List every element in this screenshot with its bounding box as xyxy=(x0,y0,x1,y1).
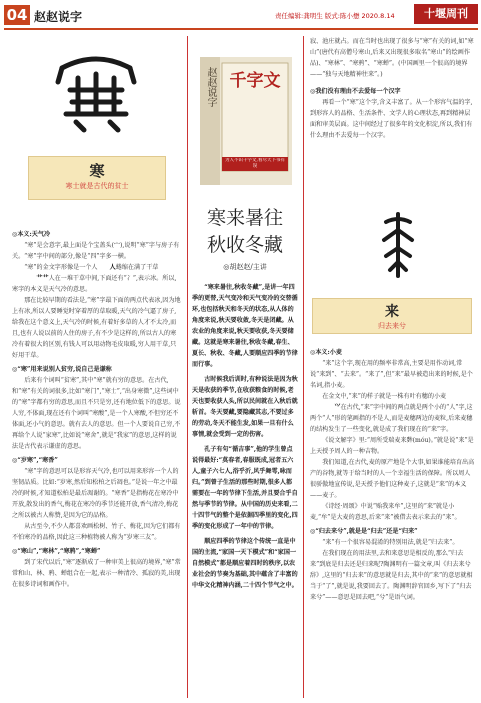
header-rule xyxy=(4,28,478,30)
book-cover-title: 千字文 xyxy=(229,71,281,91)
paragraph: 《诗经·周颂》中说“贻我来牟”,这里的“来”就是小麦,“牟”是大麦的意思,后来“来”被借去表示来去的“来”。 xyxy=(310,503,461,521)
paragraph: 古时候我后训时,有种说法是因为秋天是收获的季节,在收获粮食的时候,老天也要收获人头,所以民间就在入秋后就斩首。冬天要藏,要隐藏其志,不要过多的劳动,冬天不能生发,如果一旦有什么事情,就会受到一定的伤害。 xyxy=(192,376,298,438)
paragraph: 我们知道,在古代,麦的原产地是个大事,如果谁能培育出高产的谷物,就等于给当时的人一个幸福生活的保障。所以周人很骄傲地宣传说,是天授予他们这种麦子,这就是“来”的本义——麦子。 xyxy=(310,459,475,499)
right-article-column xyxy=(310,344,476,702)
section-title: 赵赵说字 xyxy=(34,10,83,24)
article-title-line: 寒来暑往 xyxy=(206,207,283,229)
book-side-title: 赵赵说字 xyxy=(205,67,216,107)
paragraph: 再看一个“寒”这个字,含义丰富了。从一个形容气温的字,到形容人的品格、生活条件、文学人的心理状态,再到精神层面和审美层面。这中间经过了很多年的文化积淀,所以,我们有什么理由不去爱每一个汉字。 xyxy=(310,99,473,139)
book-cover-image xyxy=(200,57,292,185)
subheading: ◎本义:天气冷 xyxy=(12,231,51,238)
paragraph: ⺍在古代,“来”字中间的两点就是两个小的“人”字,这两个“人”形的笔画指的不是人,而是麦穗两边的麦粒,后来麦穗的结构发生了一些变化,就是成了我们现在的“来”字。 xyxy=(310,404,473,433)
page-header xyxy=(0,0,481,30)
subheading: ◎我们没有理由不去爱每一个汉字 xyxy=(310,88,401,95)
label-title: 寒 xyxy=(89,162,105,180)
newspaper-name: 十堰周刊 xyxy=(414,4,478,24)
paragraph: “寒”字的意思可以是形容天气冷,也可以用来形容一个人的坚韧品质。比如:“岁寒,然后知松柏之后凋也。”是说一年之中最冷的时候,才知道松柏是最后凋谢的。“寒香”是指梅花在寒冷中开放,散发出的香气,梅花在寒冷的季节还能开放,香气清冷,梅花之所以被古人称赞,是因为它的品格。 xyxy=(12,468,179,519)
right-article-top xyxy=(310,36,476,204)
wheat-glyph-icon: ⺍ xyxy=(334,404,341,411)
bronze-lai-glyph xyxy=(378,212,418,278)
label-subtitle: 归去来兮 xyxy=(378,322,406,330)
paragraph: 在我们现在的用法里,去和来意思是相反的,那么“归去来”到底是归去还是归来呢?陶渊明有一篇文章,叫《归去来兮辞》,这里的“归去来”的意思就是归去,其中的“来”的意思就相当于“了”,就是说,我要回去了。陶渊明辞官回乡,写下了“归去来兮”——意思是回去吧,“兮”是语气词。 xyxy=(310,550,473,601)
page-number: 04 xyxy=(4,5,30,25)
paragraph: 顺应四季的节律这个传统一直是中国的主流,“家国一天下模式”和“家国一自然模式”都是顺应着四时的秩序,以农业社会的节奏为基础,其中蕴含了丰富的中华文化精神内涵,二十四个节气之中。 xyxy=(192,538,298,589)
subheading: ◎“寒山”,“寒林”,“寒鸦”,“寒蝉” xyxy=(12,548,101,555)
subheading: ◎“归去来兮”,就是是“归去”还是“归来” xyxy=(310,528,418,535)
bronze-human-glyph-icon: 人 xyxy=(109,264,116,271)
editor-credits: 责任编辑:龚明生 版式:陈小懋 2020.8.14 xyxy=(275,12,395,20)
label-title: 来 xyxy=(385,304,399,320)
paragraph: “来”有一个很容易混淆的特别用法,就是“归去来”。 xyxy=(322,539,459,546)
paragraph: 那在比较早期的看法是,“寒”字最下面的两点代表冰,因为地上有冰,所以人要睡觉时穿着厚的草取暖,天气的冷气逼了房子,给我在这个意义上,天气冷的时候,有着好多草的人才不太冷,而且,也有人说以前的人住的房子,有不少是这样的,所以古人的寒冷有着很大的区别,有钱人可以用动物毛皮取暖,穷人用干草,只好用干草。 xyxy=(12,297,181,359)
book-banner: 为人不识千字文,看尽天下书有误 xyxy=(225,158,285,169)
paragraph: “寒”的金文字形像是一个人人蜷缩在满了干草 xyxy=(24,264,159,271)
grass-glyph-icon: 艹艹 xyxy=(36,275,49,282)
paragraph: “寒”是会意字,最上面是个宝盖头(宀),说明“寒”字与房子有关。“寒”字中间的部分,像是“四”字多一横。 xyxy=(12,242,180,260)
paragraph: 孔子有句“循吉事”,他的学生曾点说得最好:“莫春者,春服既成,冠者五六人,童子六七人,浴乎沂,风乎舞雩,咏而归。”到曾子生活的那些时期,很多人都需要在一年的节律下生活,并且要合乎自然与季节的节律。从中国的历史来看,二十四节气的整个是依据四季里的变化,四季的变化形成了一年中的节律。 xyxy=(192,446,298,530)
label-box-han xyxy=(28,156,166,200)
paragraph: 从古至今,不少人都喜欢画松树、竹子、梅花,因为它们都有不怕寒冷的品格,因此这三种植物被人称为“岁寒三友”。 xyxy=(12,523,181,541)
subheading: ◎“寒”用来说别人贫穷,说自己是谦称 xyxy=(12,366,112,373)
paragraph: “来”这个字,现在用的频率非常高,主要是用作动词,常说“来到”、“去来”。“来了”,但“来”最早被造出来的时候,是个名词,指小麦。 xyxy=(310,360,473,389)
article-title xyxy=(192,205,298,259)
paragraph: 后来有个词叫“贫寒”,其中“寒”就有穷的意思。在古代,和“寒”有关的词很多,比如“寒门”,“寒士”,“出身寒微”,这些词中的“寒”字都有穷的意思,而且不只是穷,还有地位低下的意思。说人穷,不体面,现在还有个词叫“寒酸”,是一个人寒酸,不但穷还不体面,还小气的意思。就有去人的意思。但一个人要说自己穷,不再给个人说“家寒”,比如说“寒舍”,就是“我家”的意思,这样的说法是古代表示谦虚的意思。 xyxy=(12,377,181,450)
article-title-line: 秋收冬藏 xyxy=(206,234,283,256)
column-divider-left xyxy=(187,36,188,698)
paragraph: 在金文中,“来”的样子就是一株有叶有穗的小麦 xyxy=(322,393,447,400)
byline: ◎胡赵赵/主讲 xyxy=(223,263,267,271)
label-box-lai xyxy=(312,298,472,334)
paragraph: 到了宋代以后,“寒”逐渐成了一种审美上很高的境界,“寒”常常和山、林、鸦、蝉组合在一起,表示一种清冷、孤寂的美,出现在很多诗词和画作中。 xyxy=(12,559,181,588)
paragraph: “寒来暑往,秋收冬藏”,是讲一年四季的更替,天气变冷和天气变冷的交替循环,也包括秋天和冬天的状态,从人体的角度来说,秋天要收敛,冬天是闭藏。从农业的角度来说,秋天要收获,冬天要储藏。这就是寒来暑往,秋收冬藏,春生、夏长、秋收、冬藏,人要顺应四季的节律而行事。 xyxy=(192,284,298,368)
label-subtitle: 寒士就是古代的贫士 xyxy=(65,182,129,190)
subheading: ◎“岁寒”,“寒香” xyxy=(12,457,58,464)
left-article-column xyxy=(12,226,182,702)
seal-script-han-glyph xyxy=(48,50,144,136)
paragraph: 寂、池庄就占。而在当时也出现了很多与“寒”有关的词,如“寒山”(唐代有高僧号寒山,后来又出现很多取名“寒山”的绘画作品)、“寒林”、“寒鸦”、“寒蝉”。(中国画里一个很高的境界——“独与天地精神往来”。) xyxy=(310,38,474,78)
middle-article-column xyxy=(192,282,298,696)
column-divider-right xyxy=(303,36,304,698)
paragraph: 《说文解字》里:“周所受瑞麦来麰(móu)。”就是说“来”是上天授予周人的一种吉物。 xyxy=(310,437,474,455)
paragraph: 艹艹人在一堆干草中间,下面还有“冫”,表示冰。所以,寒字的本义是天气冷的意思。 xyxy=(12,275,177,293)
subheading: ◎本义:小麦 xyxy=(310,349,342,356)
